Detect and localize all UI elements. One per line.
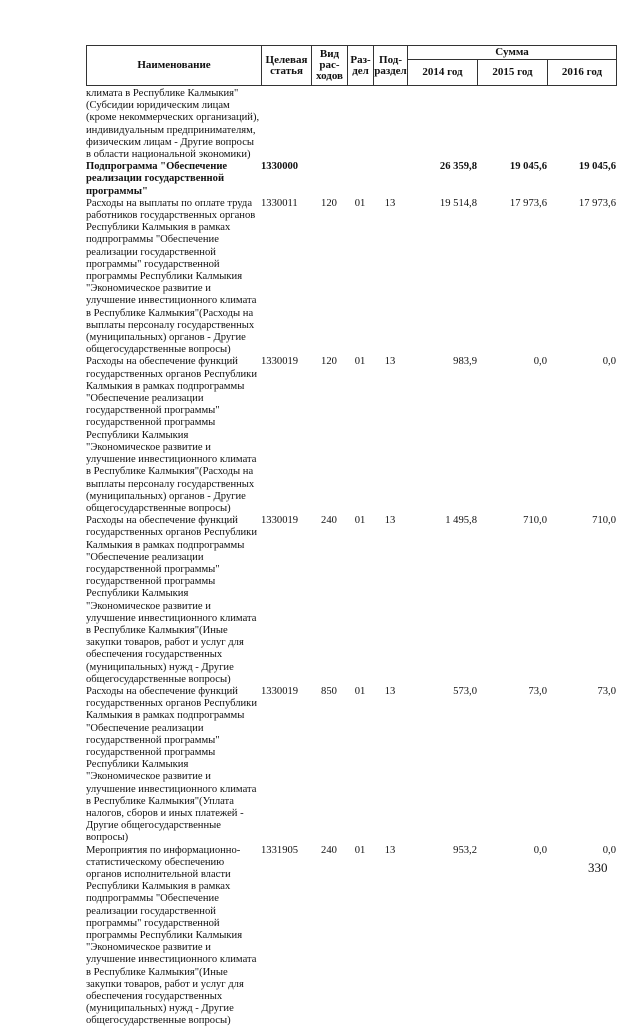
row-name: климата в Республике Калмыкия" (Субсидии юридическим лицам (кроме некоммерческих организаций), индивидуальным предпринимателям, физическим лицам - Другие вопросы в области национальной экономики): [86, 88, 260, 161]
row-target-article: 1330019: [261, 685, 299, 697]
row-name: Мероприятия по информационно-статистическому обеспечению органов исполнительной власти Республики Калмыкия в рамках подпрограммы "Обеспечение реализации государственной программы" государственной программы Республики Калмыкия "Экономическое развитие и улучшение инвестиционного климата в Республике Калмыкия"(Иные закупки товаров, работ и услуг для обеспечения государственных (муниципальных) нужд - Другие общегосударственные вопросы): [86, 844, 257, 1027]
row-sum-2014: 573,0: [453, 685, 477, 697]
row-expense-type: 240: [321, 844, 337, 856]
table-body: [86, 88, 616, 1028]
row-name: Расходы на выплаты по оплате труда работников государственных органов Республики Калмыкия в рамках подпрограммы "Обеспечение реализации государственной программы" государственной программы Республики Калмыкия "Экономическое развитие и улучшение инвестиционного климата в Республике Калмыкия"(Расходы на выплаты персоналу государственных (муниципальных) органов - Другие общегосударственные вопросы): [86, 197, 257, 356]
table-row: [86, 686, 616, 845]
budget-table: [86, 88, 616, 1028]
row-sum-2015: 710,0: [523, 515, 547, 527]
row-target-article: 1331905: [261, 844, 299, 856]
row-subsection: [373, 161, 407, 198]
row-section: [347, 88, 373, 161]
row-target-article: 1330019: [261, 356, 299, 368]
row-sum-2016: 0,0: [602, 844, 616, 856]
row-expense-type: 120: [321, 356, 337, 368]
row-section: 01: [354, 844, 366, 856]
row-sum-2015: 19 045,6: [509, 161, 547, 173]
header-expense-type: Вид рас- ходов: [312, 46, 348, 86]
header-section: Раз- дел: [348, 46, 374, 86]
row-sum-2015: 0,0: [533, 844, 547, 856]
row-subsection: 13: [384, 515, 396, 527]
header-sum: Сумма: [408, 46, 617, 60]
row-sum-2016: 710,0: [592, 515, 616, 527]
header-year-2014: 2014 год: [408, 60, 478, 86]
row-expense-type: [311, 88, 347, 161]
row-sum-2014: 26 359,8: [439, 161, 477, 173]
row-section: 01: [354, 685, 366, 697]
row-subsection: 13: [384, 844, 396, 856]
page-number: 330: [588, 860, 608, 875]
row-subsection: 13: [384, 356, 396, 368]
header-subsection: Под- раздел: [374, 46, 408, 86]
row-section: 01: [354, 356, 366, 368]
row-sum-2014: 19 514,8: [439, 197, 477, 209]
row-subsection: [373, 88, 407, 161]
table-row: [86, 88, 616, 161]
row-sum-2014: 953,2: [453, 844, 477, 856]
row-expense-type: 120: [321, 197, 337, 209]
row-name: Расходы на обеспечение функций государственных органов Республики Калмыкия в рамках подпрограммы "Обеспечение реализации государственной программы" государственной программы Республики Калмыкия "Экономическое развитие и улучшение инвестиционного климата в Республике Калмыкия"(Уплата налогов, сборов и иных платежей - Другие общегосударственные вопросы): [86, 685, 257, 844]
row-expense-type: 850: [321, 685, 337, 697]
row-sum-2015: 0,0: [533, 356, 547, 368]
row-sum-2016: [547, 88, 616, 161]
table-row: [86, 515, 616, 686]
row-expense-type: 240: [321, 515, 337, 527]
row-sum-2016: 73,0: [597, 685, 616, 697]
row-sum-2015: 73,0: [528, 685, 547, 697]
row-name: Подпрограмма "Обеспечение реализации государственной программы": [86, 161, 228, 197]
row-sum-2014: 983,9: [453, 356, 477, 368]
row-subsection: 13: [384, 197, 396, 209]
row-section: 01: [354, 515, 366, 527]
table-row: [86, 356, 616, 515]
row-target-article: 1330000: [261, 161, 299, 173]
row-target-article: 1330011: [261, 197, 298, 209]
row-sum-2014: [407, 88, 477, 161]
row-target-article: [261, 88, 311, 161]
header-year-2016: 2016 год: [548, 60, 617, 86]
row-section: 01: [354, 197, 366, 209]
row-sum-2015: [477, 88, 547, 161]
row-sum-2016: 17 973,6: [578, 197, 616, 209]
table-row: [86, 161, 616, 198]
row-name: Расходы на обеспечение функций государственных органов Республики Калмыкия в рамках подпрограммы "Обеспечение реализации государственной программы" государственной программы Республики Калмыкия "Экономическое развитие и улучшение инвестиционного климата в Республике Калмыкия"(Иные закупки товаров, работ и услуг для обеспечения государственных (муниципальных) нужд - Другие общегосударственные вопросы): [86, 515, 257, 685]
row-name: Расходы на обеспечение функций государственных органов Республики Калмыкия в рамках подпрограммы "Обеспечение реализации государственной программы" государственной программы Республики Калмыкия "Экономическое развитие и улучшение инвестиционного климата в Республике Калмыкия"(Расходы на выплаты персоналу государственных (муниципальных) органов - Другие общегосударственные вопросы): [86, 356, 257, 514]
row-sum-2016: 19 045,6: [578, 161, 616, 173]
row-target-article: 1330019: [261, 515, 299, 527]
row-sum-2015: 17 973,6: [509, 197, 547, 209]
header-name: Наименование: [87, 46, 262, 86]
row-subsection: 13: [384, 685, 396, 697]
row-sum-2014: 1 495,8: [445, 515, 477, 527]
table-header: [86, 45, 617, 86]
table-row: [86, 845, 616, 1028]
row-section: [347, 161, 373, 198]
header-year-2015: 2015 год: [478, 60, 548, 86]
table-row: [86, 198, 616, 357]
row-expense-type: [311, 161, 347, 198]
header-target-article: Целевая статья: [262, 46, 312, 86]
row-sum-2016: 0,0: [602, 356, 616, 368]
